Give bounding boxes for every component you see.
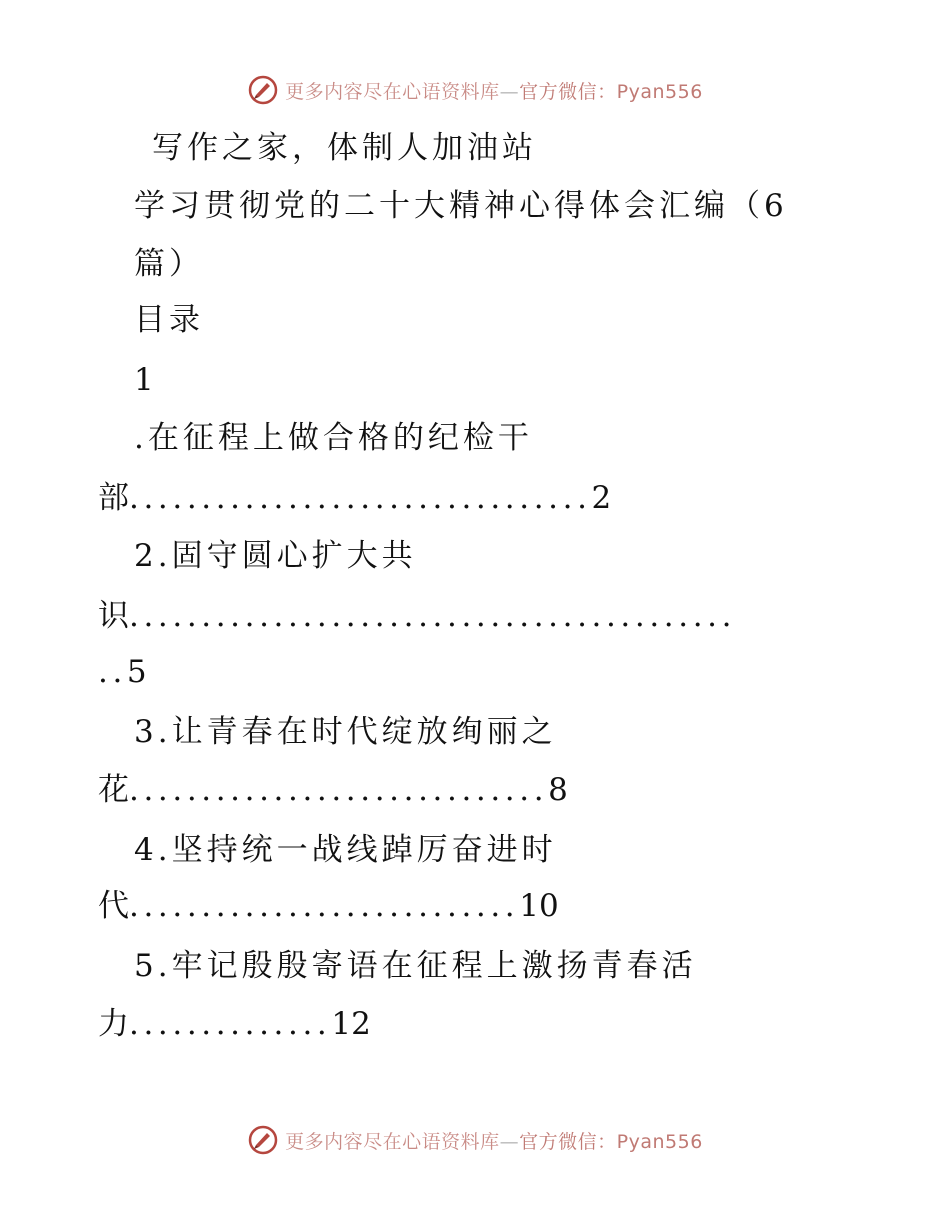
watermark-text: 更多内容尽在心语资料库—官方微信：Pyan556	[285, 1130, 703, 1153]
toc-item-3-title: 3.让青春在时代绽放绚丽之	[134, 714, 557, 750]
brand-logo-icon	[247, 1124, 279, 1156]
toc-item-1-page: 2	[591, 480, 612, 516]
toc-item-5-title: 5.牢记殷殷寄语在征程上激扬青春活	[134, 948, 697, 984]
toc-item-1-leader: 部................................2	[98, 480, 612, 516]
toc-item-2-title: 2.固守圆心扩大共	[134, 538, 417, 574]
toc-heading: 目录	[134, 302, 204, 338]
toc-item-4-title: 4.坚持统一战线踔厉奋进时	[134, 832, 557, 868]
toc-item-2-page: 5	[126, 654, 147, 690]
brand-logo-icon	[247, 74, 279, 106]
footer-watermark-banner	[0, 1120, 950, 1160]
toc-item-3-leader: 花.............................8	[98, 772, 568, 808]
document-title-line-2: 篇）	[134, 246, 204, 282]
toc-item-4-page: 10	[519, 888, 559, 924]
toc-item-3-page: 8	[548, 772, 568, 808]
toc-item-2-leader: 识..........................................	[98, 598, 737, 634]
toc-item-5-page: 12	[331, 1006, 371, 1042]
document-title-line-1: 学习贯彻党的二十大精神心得体会汇编（6	[134, 188, 788, 224]
watermark-text: 更多内容尽在心语资料库—官方微信：Pyan556	[285, 80, 703, 103]
header-watermark-banner	[0, 70, 950, 110]
toc-item-5-leader: 力..............12	[98, 1006, 371, 1042]
toc-item-4-leader: 代...........................10	[98, 888, 559, 924]
toc-item-1-title: .在征程上做合格的纪检干	[134, 420, 533, 456]
toc-item-1-number: 1	[134, 362, 158, 398]
toc-item-2-leader-wrap: ..5	[98, 654, 147, 690]
site-slogan: 写作之家，体制人加油站	[152, 130, 537, 166]
